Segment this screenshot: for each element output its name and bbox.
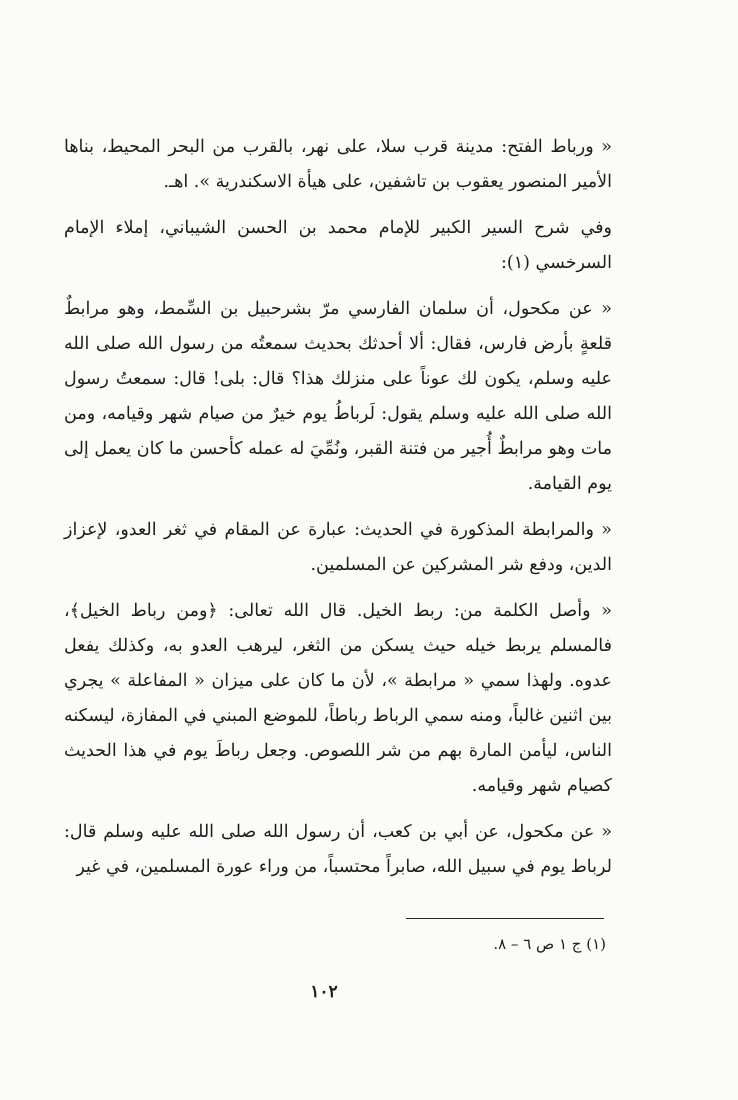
footnote: (١) ج ١ ص ٦ – ٨. <box>493 935 606 953</box>
paragraph-ribat-al-fath: « ورباط الفتح: مدينة قرب سلا، على نهر، بالقرب من البحر المحيط، بناها الأمير المنصور يعقوب بن تاشفين، على هيأة الاسكندرية ». اهـ. <box>64 137 612 192</box>
paragraph-word-origin: « وأصل الكلمة من: ربط الخيل. قال الله تعالى: ﴿ومن رباط الخيل﴾، فالمسلم يربط خيله حيث يسكن من الثغر، ليرهب العدو به، وكذلك يفعل عدوه. ولهذا سمي « مرابطة »، لأن ما كان على ميزان « المفاعلة » يجري بين اثنين غالباً، ومنه سمي الرباط رباطاً، للموضع المبني في المفازة، ليسكنه الناس، ليأمن المارة بهم من شر اللصوص. وجعل رباطَ يوم في هذا الحديث كصيام شهر وقيامه. <box>64 601 612 796</box>
paragraph-makhul-ubayy: « عن مكحول، عن أبي بن كعب، أن رسول الله صلى الله عليه وسلم قال: لرباط يوم في سبيل الله، صابراً محتسباً، من وراء عورة المسلمين، في غير <box>64 822 612 877</box>
paragraph-makhul-salman: « عن مكحول، أن سلمان الفارسي مرّ بشرحبيل بن السِّمط، وهو مرابطٌ قلعةٍ بأرض فارس، فقال: ألا أحدثك بحديث سمعتُه من رسول الله صلى الله عليه وسلم، يكون لك عوناً على منزلك هذا؟ قال: بلى! قال: سمعتُ رسول الله صلى الله عليه وسلم يقول: لَرباطُ يوم خيرٌ من صيام شهر وقيامه، ومن مات وهو مرابطٌ أُجير من فتنة القبر، ونُمِّيَ له عمله كأحسن ما كان يعمل إلى يوم القيامة. <box>64 299 612 494</box>
main-text <box>64 130 612 896</box>
page-number: ١٠٢ <box>310 982 338 1002</box>
footnote-divider <box>406 918 604 919</box>
paragraph-sharh-al-siyar: وفي شرح السير الكبير للإمام محمد بن الحسن الشيباني، إملاء الإمام السرخسي (١): <box>64 218 612 273</box>
paragraph-murabata-definition: « والمرابطة المذكورة في الحديث: عبارة عن المقام في ثغر العدو، لإعزاز الدين، ودفع شر المشركين عن المسلمين. <box>64 520 612 575</box>
